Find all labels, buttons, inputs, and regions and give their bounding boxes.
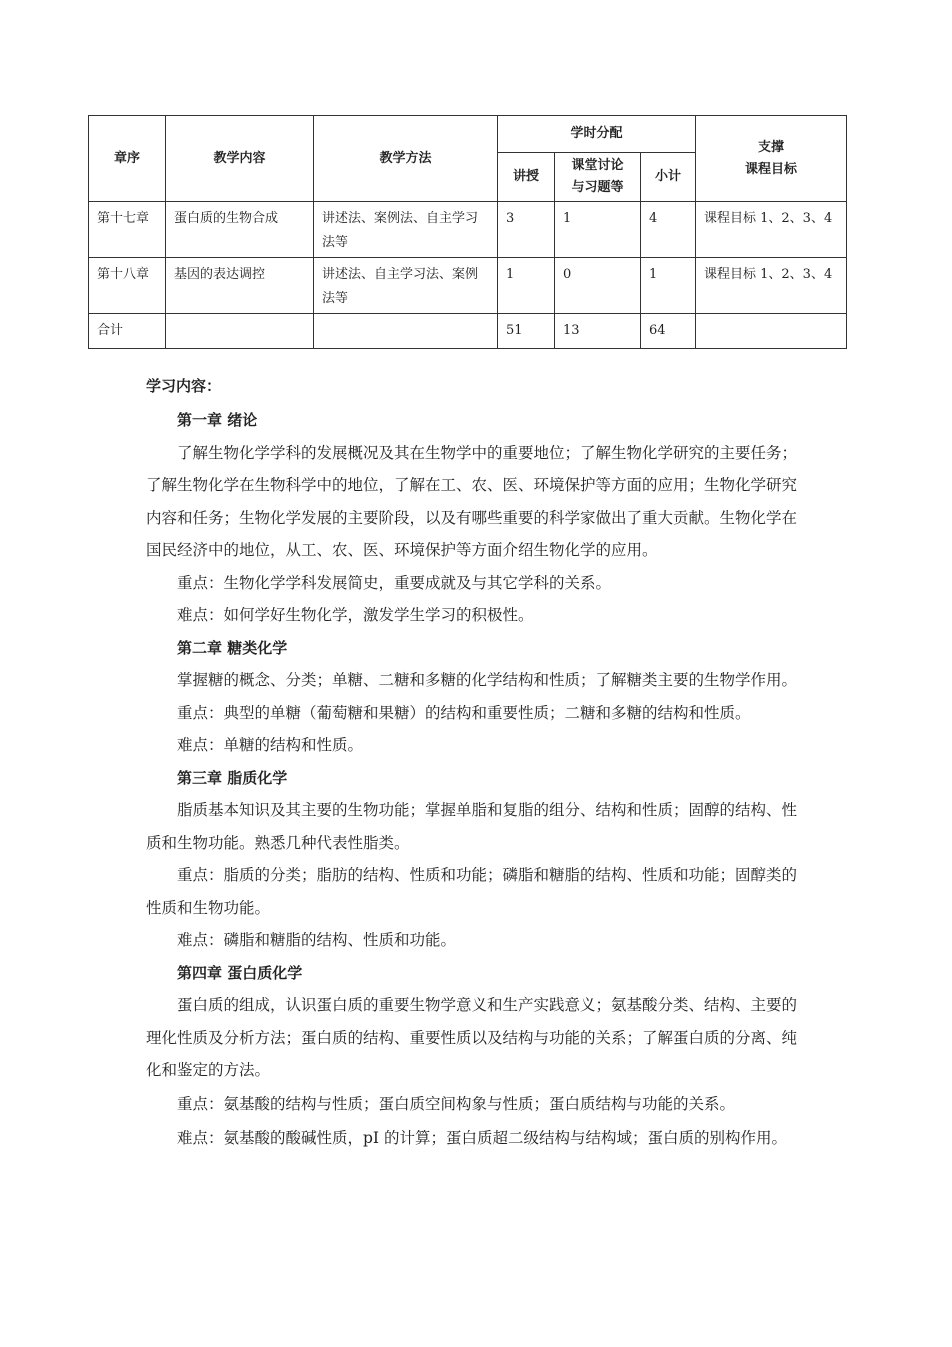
chapter-title: 第二章 糖类化学 [177,638,288,657]
cell-content [166,314,314,349]
chapter-paragraph: 了解生物化学学科的发展概况及其在生物学中的重要地位；了解生物化学研究的主要任务；了解生物化学在生物科学中的地位，了解在工、农、医、环境保护等方面的应用；生物化学研究内容和任务；生物化学发展的主要阶段，以及有哪些重要的科学家做出了重大贡献。生物化学在国民经济中的地位，从工、农、医、环境保护等方面介绍生物化学的应用。 [146,443,798,559]
difficulties: 难点：如何学好生物化学，激发学生学习的积极性。 [177,606,534,624]
chapter-paragraph: 脂质基本知识及其主要的生物功能；掌握单脂和复脂的组分、结构和性质；固醇的结构、性质和生物功能。熟悉几种代表性脂类。 [146,801,798,852]
cell-objective: 课程目标 1、2、3、4 [696,258,847,314]
cell-subtotal: 1 [641,258,696,314]
cell-content: 蛋白质的生物合成 [166,202,314,258]
chapter-title: 第三章 脂质化学 [177,768,288,787]
cell-lecture: 1 [498,258,555,314]
key-points: 重点：氨基酸的结构与性质；蛋白质空间构象与性质；蛋白质结构与功能的关系。 [177,1094,736,1113]
header-lecture: 讲授 [498,153,555,202]
header-discussion [555,153,641,202]
cell-method: 讲述法、自主学习法、案例法等 [314,258,498,314]
chapter-paragraph: 蛋白质的组成，认识蛋白质的重要生物学意义和生产实践意义；氨基酸分类、结构、主要的理化性质及分析方法；蛋白质的结构、重要性质以及结构与功能的关系；了解蛋白质的分离、纯化和鉴定的方法。 [146,996,798,1079]
cell-discussion: 0 [555,258,641,314]
header-discussion-line2: 与习题等 [571,180,624,195]
learning-content [146,368,810,1156]
header-discussion-line1: 课堂讨论 [571,158,624,173]
key-points: 重点：生物化学学科发展简史，重要成就及与其它学科的关系。 [177,573,612,592]
table-header-row [89,116,847,153]
key-points: 重点：脂质的分类；脂肪的结构、性质和功能；磷脂和糖脂的结构、性质和功能；固醇类的性质和生物功能。 [146,866,798,917]
cell-chapter: 第十七章 [89,202,166,258]
cell-lecture: 51 [498,314,555,349]
cell-method [314,314,498,349]
key-points: 重点：典型的单糖（葡萄糖和果糖）的结构和重要性质；二糖和多糖的结构和性质。 [177,703,751,722]
header-objective [696,116,847,202]
table-total-row [89,314,847,349]
cell-objective [696,314,847,349]
course-schedule-table [88,115,847,349]
table-row [89,258,847,314]
chapter-paragraph: 掌握糖的概念、分类；单糖、二糖和多糖的化学结构和性质；了解糖类主要的生物学作用。 [177,671,798,689]
header-objective-line2: 课程目标 [744,161,797,177]
header-subtotal: 小计 [641,153,696,202]
chapter-title: 第四章 蛋白质化学 [177,963,303,982]
header-hours-group: 学时分配 [498,116,696,153]
cell-objective: 课程目标 1、2、3、4 [696,202,847,258]
difficulties: 难点：磷脂和糖脂的结构、性质和功能。 [177,931,457,949]
difficulties: 难点：氨基酸的酸碱性质，pI 的计算；蛋白质超二级结构与结构域；蛋白质的别构作用。 [177,1129,787,1147]
difficulties: 难点：单糖的结构和性质。 [177,736,364,754]
cell-chapter: 第十八章 [89,258,166,314]
header-method: 教学方法 [314,116,498,202]
section-heading: 学习内容： [146,377,222,395]
cell-subtotal: 64 [641,314,696,349]
header-objective-line1: 支撑 [757,139,784,155]
chapter-title: 第一章 绪论 [177,411,258,429]
cell-method: 讲述法、案例法、自主学习法等 [314,202,498,258]
header-chapter: 章序 [89,116,166,202]
table-row [89,202,847,258]
header-content: 教学内容 [166,116,314,202]
cell-chapter: 合计 [89,314,166,349]
cell-discussion: 13 [555,314,641,349]
cell-content: 基因的表达调控 [166,258,314,314]
cell-discussion: 1 [555,202,641,258]
cell-lecture: 3 [498,202,555,258]
cell-subtotal: 4 [641,202,696,258]
